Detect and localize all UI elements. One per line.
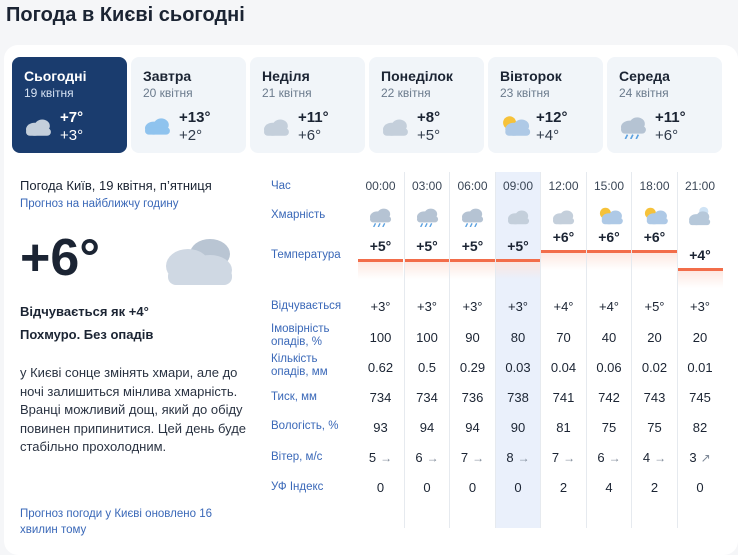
day-tmin: +2°	[179, 127, 203, 144]
hour-pressure: 745	[689, 390, 711, 405]
temp-bar	[587, 250, 632, 253]
day-date: 21 квітня	[262, 86, 312, 100]
description: у Києві сонце змінять хмари, але до ночі залишиться мінлива хмарність. Вранці можливий дощ, який до обіду повинен припинитися. Цей день буде стабільно прохолодним.	[20, 365, 247, 455]
hour-precip-prob: 80	[510, 330, 526, 345]
hour-uv: 0	[423, 480, 431, 495]
day-date: 19 квітня	[24, 86, 74, 100]
current-panel	[20, 178, 260, 210]
temp-bar	[358, 259, 403, 262]
hour-column	[677, 172, 722, 528]
wind-speed: 7	[460, 450, 469, 465]
temp-fill	[632, 250, 677, 270]
hour-column	[449, 172, 494, 528]
temp-bar	[632, 250, 677, 253]
hour-wind	[541, 450, 586, 465]
hour-time: 00:00	[365, 179, 396, 193]
hour-humidity: 82	[692, 420, 708, 435]
hour-precip-prob: 70	[556, 330, 571, 345]
hour-precip-prob: 90	[465, 330, 480, 345]
cloud-icon	[505, 205, 533, 227]
temp-bar	[541, 250, 586, 253]
hour-temp: +5°	[369, 238, 392, 254]
moon-cloud-icon	[687, 205, 715, 227]
hour-feels: +3°	[507, 299, 529, 314]
hour-precip-prob: 100	[369, 330, 392, 345]
day-name: Середа	[619, 68, 670, 84]
hour-humidity: 81	[556, 420, 571, 435]
sun-cloud-icon	[498, 113, 532, 139]
day-date: 22 квітня	[381, 86, 431, 100]
temp-bar	[405, 259, 450, 262]
rain-cloud-icon	[367, 205, 395, 227]
day-tab[interactable]	[12, 57, 127, 153]
hour-column	[631, 172, 676, 528]
hour-time: 06:00	[457, 179, 488, 193]
wind-speed: 5	[368, 450, 377, 465]
day-temps	[298, 109, 329, 145]
day-tmax: +7°	[60, 109, 84, 126]
hour-feels: +5°	[644, 299, 665, 314]
hour-humidity: 93	[373, 420, 388, 435]
cloud-icon	[379, 113, 413, 139]
temp-fill	[587, 250, 632, 270]
row-label-temp: Температура	[271, 249, 341, 261]
hour-pressure: 736	[461, 390, 484, 405]
hour-wind	[587, 450, 632, 465]
day-temps	[60, 109, 83, 145]
hour-pressure: 734	[416, 390, 438, 405]
hour-wind	[405, 450, 450, 465]
hour-time: 15:00	[593, 179, 625, 193]
cloud-icon	[160, 232, 236, 288]
hour-uv: 2	[559, 480, 568, 495]
day-tmax: +11°	[655, 109, 686, 126]
temp-bar	[496, 259, 541, 262]
hour-uv: 2	[650, 480, 659, 495]
hour-column	[495, 172, 540, 528]
wind-speed: 8	[506, 450, 514, 465]
day-name: Завтра	[143, 68, 192, 84]
day-tmin: +6°	[655, 127, 679, 144]
cloud-icon	[22, 113, 56, 139]
hour-feels: +3°	[689, 299, 711, 314]
temp-fill	[358, 259, 403, 279]
day-tmin: +3°	[60, 127, 84, 144]
hour-wind	[632, 450, 677, 465]
hour-pressure: 743	[643, 390, 666, 405]
temp-fill	[678, 268, 723, 288]
hour-uv: 0	[514, 480, 522, 495]
day-name: Вівторок	[500, 68, 562, 84]
hour-precip-amt: 0.04	[550, 360, 577, 375]
hour-column	[540, 172, 585, 528]
nearest-hour-link[interactable]: Прогноз на найближчу годину	[20, 198, 179, 210]
day-tmin: +6°	[298, 127, 322, 144]
day-tab[interactable]	[369, 57, 484, 153]
temp-fill	[496, 259, 541, 279]
row-label-humidity: Вологість, %	[271, 420, 339, 432]
hour-time: 21:00	[684, 179, 716, 193]
hour-column	[586, 172, 631, 528]
day-name: Неділя	[262, 68, 310, 84]
wind-arrow-icon: →	[563, 451, 576, 465]
hour-wind	[496, 450, 541, 465]
hour-pressure: 738	[507, 390, 529, 405]
row-label-clouds: Хмарність	[271, 209, 326, 221]
hour-feels: +3°	[462, 299, 483, 314]
hour-temp: +5°	[507, 238, 529, 254]
wind-speed: 6	[597, 450, 605, 465]
wind-arrow-icon: ↗	[700, 451, 711, 465]
hour-temp: +6°	[598, 229, 620, 245]
hour-precip-prob: 20	[647, 330, 662, 345]
hour-uv: 0	[468, 480, 477, 495]
rain-cloud-icon	[617, 113, 651, 139]
wind-speed: 7	[551, 450, 560, 465]
day-tab[interactable]	[250, 57, 365, 153]
updated-note[interactable]: Прогноз погоди у Києві оновлено 16 хвилин тому	[20, 508, 212, 536]
hour-pressure: 742	[598, 390, 620, 405]
hour-pressure: 734	[369, 390, 392, 405]
hour-temp: +5°	[461, 238, 484, 254]
day-temps	[417, 109, 440, 145]
hour-uv: 4	[605, 480, 613, 495]
hour-wind	[450, 450, 495, 465]
row-label-precip-prob: Імовірність опадів, %	[271, 323, 330, 348]
hour-precip-amt: 0.02	[641, 360, 668, 375]
wind-speed: 6	[415, 450, 423, 465]
hour-time: 18:00	[639, 179, 670, 193]
hour-precip-amt: 0.03	[505, 360, 531, 375]
row-label-uv: УФ Індекс	[271, 481, 324, 493]
wind-speed: 3	[689, 450, 697, 465]
rain-cloud-icon	[414, 205, 442, 227]
hour-time: 12:00	[548, 179, 579, 193]
current-temperature: +6°	[20, 229, 101, 287]
hour-column	[404, 172, 449, 528]
wind-speed: 4	[642, 450, 651, 465]
hour-precip-prob: 40	[601, 330, 617, 345]
feels-like: Відчувається як +4°	[20, 304, 149, 319]
day-tmin: +5°	[417, 127, 441, 144]
hour-feels: +4°	[598, 299, 620, 314]
hour-precip-amt: 0.06	[596, 360, 622, 375]
hour-uv: 0	[376, 480, 385, 495]
hourly-grid	[270, 172, 730, 528]
hour-wind	[678, 450, 723, 465]
cloud-icon	[260, 113, 294, 139]
day-temps	[536, 109, 567, 145]
partly-cloudy-icon	[141, 113, 175, 139]
temp-bar	[678, 268, 723, 271]
hour-uv: 0	[696, 480, 704, 495]
hour-precip-prob: 20	[692, 330, 708, 345]
hour-precip-amt: 0.29	[459, 360, 486, 375]
day-tab[interactable]	[488, 57, 603, 153]
row-label-pressure: Тиск, мм	[271, 391, 317, 403]
wind-arrow-icon: →	[472, 451, 485, 465]
hour-time: 09:00	[502, 179, 534, 193]
day-date: 24 квітня	[619, 86, 669, 100]
row-label-feels: Відчувається	[271, 300, 342, 312]
day-date: 20 квітня	[143, 86, 193, 100]
wind-arrow-icon: →	[380, 451, 393, 465]
hour-wind	[358, 450, 403, 465]
hour-precip-amt: 0.62	[367, 360, 394, 375]
day-tmin: +4°	[536, 127, 560, 144]
hour-precip-prob: 100	[416, 330, 438, 345]
hour-temp: +4°	[689, 247, 711, 263]
temp-bar	[450, 259, 495, 262]
wind-arrow-icon: →	[608, 451, 621, 465]
hour-temp: +5°	[416, 238, 438, 254]
day-tab[interactable]	[607, 57, 722, 153]
wind-arrow-icon: →	[654, 451, 667, 465]
day-tmax: +11°	[298, 109, 329, 126]
day-name: Понеділок	[381, 68, 453, 84]
day-temps	[655, 109, 686, 145]
page-title: Погода в Києві сьогодні	[6, 4, 245, 26]
hour-humidity: 90	[510, 420, 526, 435]
row-label-time: Час	[271, 180, 291, 192]
day-name: Сьогодні	[24, 68, 87, 84]
temp-fill	[541, 250, 586, 270]
hour-feels: +4°	[553, 299, 574, 314]
wind-arrow-icon: →	[517, 451, 530, 465]
hour-temp: +6°	[552, 229, 575, 245]
day-tmax: +12°	[536, 109, 568, 126]
day-temps	[179, 109, 210, 145]
hour-precip-amt: 0.01	[687, 360, 713, 375]
hour-humidity: 94	[465, 420, 480, 435]
day-date: 23 квітня	[500, 86, 550, 100]
rain-cloud-icon	[459, 205, 487, 227]
hour-column	[358, 172, 403, 528]
wind-arrow-icon: →	[426, 451, 439, 465]
temp-fill	[450, 259, 495, 279]
cloud-icon	[550, 205, 578, 227]
sun-cloud-icon	[641, 205, 669, 227]
sun-cloud-icon	[596, 205, 624, 227]
day-tabs	[12, 57, 722, 153]
day-tab[interactable]	[131, 57, 246, 153]
day-tmax: +13°	[179, 109, 211, 126]
hour-humidity: 75	[647, 420, 662, 435]
hour-humidity: 94	[419, 420, 435, 435]
current-title: Погода Київ, 19 квітня, п’ятниця	[20, 178, 212, 193]
hour-pressure: 741	[552, 390, 575, 405]
hour-feels: +3°	[370, 299, 391, 314]
hour-time: 03:00	[411, 179, 443, 193]
condition: Похмуро. Без опадів	[20, 327, 154, 342]
hour-precip-amt: 0.5	[417, 360, 437, 375]
hour-feels: +3°	[416, 299, 438, 314]
hour-temp: +6°	[643, 229, 666, 245]
row-label-wind: Вітер, м/с	[271, 451, 323, 463]
temp-fill	[405, 259, 450, 279]
row-label-precip-amt: Кількість опадів, мм	[271, 353, 328, 378]
hour-humidity: 75	[601, 420, 617, 435]
day-tmax: +8°	[417, 109, 441, 126]
